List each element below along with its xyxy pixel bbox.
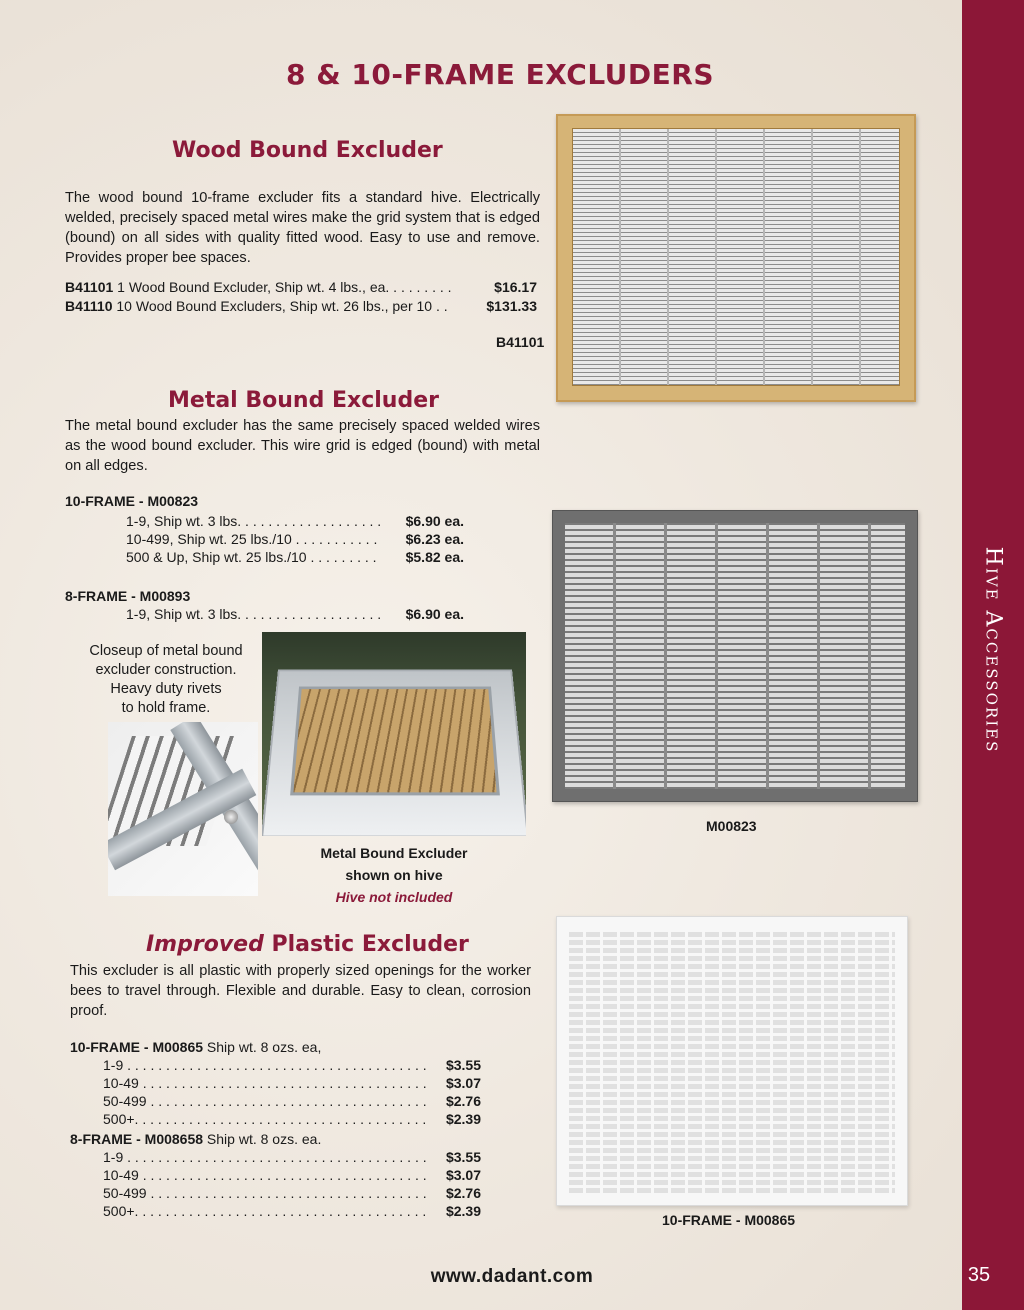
item-price: $131.33 [486, 298, 537, 314]
hive-not-included-note: Hive not included [335, 889, 453, 905]
price-row [126, 530, 464, 549]
wood-description: The wood bound 10-frame excluder fits a standard hive. Electrically welded, precisely spaced metal wires make the grid system that is edged (bound) on all sides with quality fitted wood. Easy to use and remove. Provides proper bee spaces. [65, 190, 540, 266]
row-price: $3.07 [445, 1167, 481, 1183]
plastic-excluder-image [556, 916, 908, 1206]
item-code: B41110 [65, 298, 113, 314]
row-price: $6.90 ea. [405, 513, 464, 529]
group-suffix: Ship wt. 8 ozs. ea. [203, 1131, 322, 1147]
caption-line: Heavy duty rivets [110, 681, 222, 697]
plastic-group-8-title [70, 1130, 321, 1149]
page-number: 35 [967, 1264, 991, 1286]
metal-group-8-title: 8-FRAME - M00893 [65, 588, 191, 604]
price-row [103, 1148, 481, 1167]
item-code: B41101 [65, 279, 114, 295]
wood-image-label: B41101 [496, 334, 545, 350]
row-desc: 1-9 . . . . . . . . . . . . . . . . . . . . . . . . . . . . . . . . . . . . . . . [103, 1149, 427, 1165]
website-url[interactable]: www.dadant.com [430, 1266, 594, 1287]
caption-line: shown on hive [345, 867, 443, 883]
caption-line: excluder construction. [95, 662, 237, 678]
price-row [103, 1074, 481, 1093]
group-suffix: Ship wt. 8 ozs. ea, [203, 1039, 322, 1055]
closeup-image [108, 722, 258, 896]
price-row [126, 512, 464, 531]
row-price: $2.39 [445, 1203, 481, 1219]
metal-group-10-title: 10-FRAME - M00823 [65, 493, 199, 509]
caption-line: Closeup of metal bound [89, 643, 243, 659]
group-title: 8-FRAME - M008658 [70, 1131, 204, 1147]
row-desc: 50-499 . . . . . . . . . . . . . . . . . . . . . . . . . . . . . . . . . . . . [103, 1093, 427, 1109]
price-row [103, 1184, 481, 1203]
plastic-heading [146, 932, 469, 957]
metal-description: The metal bound excluder has the same precisely spaced welded wires as the wood bound excluder. This wire grid is edged (bound) with metal on all edges. [65, 418, 540, 474]
section-label: Hive Accessories [980, 546, 1006, 754]
row-desc: 10-49 . . . . . . . . . . . . . . . . . . . . . . . . . . . . . . . . . . . . . [103, 1075, 427, 1091]
plastic-description: This excluder is all plastic with properly sized openings for the worker bees to travel through. Flexible and durable. Easy to clean, corrosion proof. [70, 963, 531, 1019]
heading-rest: Plastic Excluder [263, 932, 469, 957]
row-price: $6.90 ea. [405, 606, 464, 622]
price-row [103, 1092, 481, 1111]
row-desc: 10-49 . . . . . . . . . . . . . . . . . . . . . . . . . . . . . . . . . . . . . [103, 1167, 427, 1183]
price-row [103, 1166, 481, 1185]
wood-heading: Wood Bound Excluder [172, 138, 443, 163]
heading-italic: Improved [146, 932, 264, 957]
row-desc: 1-9 . . . . . . . . . . . . . . . . . . . . . . . . . . . . . . . . . . . . . . . [103, 1057, 427, 1073]
row-desc: 500 & Up, Ship wt. 25 lbs./10 . . . . . . . . . [126, 549, 377, 565]
row-price: $3.07 [445, 1075, 481, 1091]
row-price: $2.39 [445, 1111, 481, 1127]
price-row [103, 1202, 481, 1221]
row-price: $3.55 [445, 1057, 481, 1073]
plastic-image-label: 10-FRAME - M00865 [662, 1212, 796, 1228]
wood-item-2 [65, 297, 540, 316]
item-price: $16.17 [494, 279, 537, 295]
price-row [126, 548, 464, 567]
metal-excluder-image [552, 510, 918, 802]
caption-line: Metal Bound Excluder [320, 845, 468, 861]
group-title: 10-FRAME - M00865 [70, 1039, 204, 1055]
metal-image-label: M00823 [706, 818, 757, 834]
item-desc: 1 Wood Bound Excluder, Ship wt. 4 lbs., ea. . . . . . . . . [113, 279, 452, 295]
row-price: $3.55 [445, 1149, 481, 1165]
price-row [103, 1110, 481, 1129]
price-row [126, 605, 464, 624]
hive-image [262, 632, 526, 836]
wood-excluder-image [556, 114, 916, 402]
row-price: $6.23 ea. [405, 531, 464, 547]
row-desc: 500+. . . . . . . . . . . . . . . . . . . . . . . . . . . . . . . . . . . . . . [103, 1203, 427, 1219]
metal-heading: Metal Bound Excluder [168, 388, 439, 413]
row-price: $5.82 ea. [405, 549, 464, 565]
row-desc: 1-9, Ship wt. 3 lbs. . . . . . . . . . . . . . . . . . . [126, 513, 382, 529]
row-desc: 10-499, Ship wt. 25 lbs./10 . . . . . . . . . . . [126, 531, 378, 547]
plastic-group-10-title [70, 1038, 321, 1057]
row-price: $2.76 [445, 1093, 481, 1109]
page-title: 8 & 10-FRAME EXCLUDERS [285, 58, 715, 91]
row-desc: 500+. . . . . . . . . . . . . . . . . . . . . . . . . . . . . . . . . . . . . . [103, 1111, 427, 1127]
row-desc: 50-499 . . . . . . . . . . . . . . . . . . . . . . . . . . . . . . . . . . . . [103, 1185, 427, 1201]
wood-item-1 [65, 278, 540, 297]
closeup-caption [66, 642, 266, 718]
item-desc: 10 Wood Bound Excluders, Ship wt. 26 lbs., per 10 . . [112, 298, 448, 314]
caption-line: to hold frame. [121, 700, 211, 716]
hive-caption [262, 842, 526, 908]
row-desc: 1-9, Ship wt. 3 lbs. . . . . . . . . . . . . . . . . . . [126, 606, 382, 622]
row-price: $2.76 [445, 1185, 481, 1201]
price-row [103, 1056, 481, 1075]
